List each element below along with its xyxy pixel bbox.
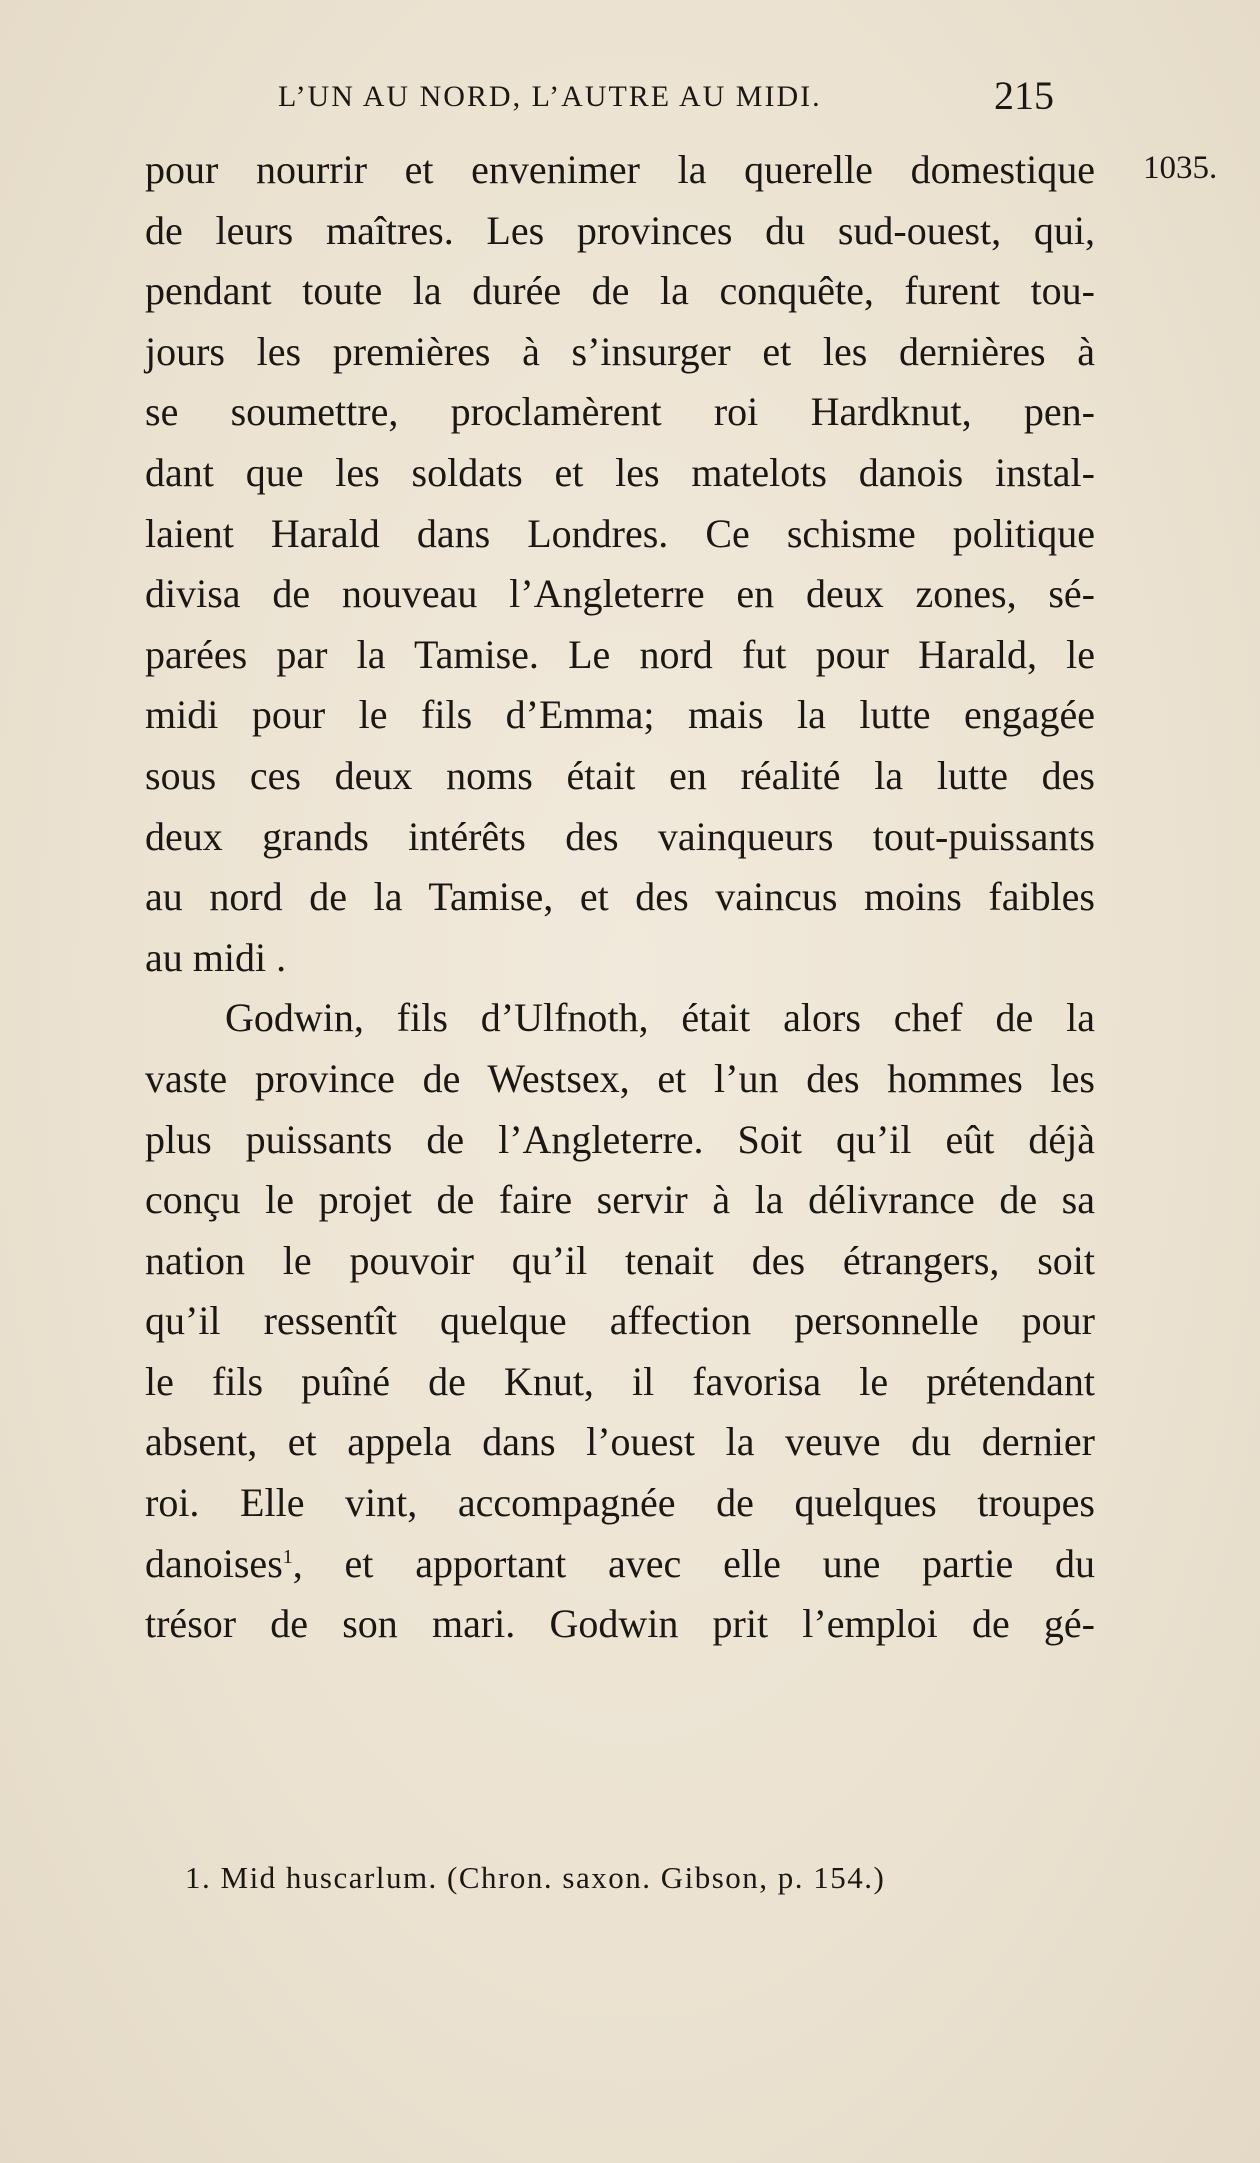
text-line: jours les premières à s’insurger et les dernières à bbox=[145, 328, 1095, 374]
text-line: absent, et appela dans l’ouest la veuve du dernier bbox=[145, 1419, 1095, 1465]
text-line: parées par la Tamise. Le nord fut pour Harald, le bbox=[145, 631, 1095, 677]
text-line: pendant toute la durée de la conquête, furent tou- bbox=[145, 268, 1095, 314]
text-line: qu’il ressentît quelque affection personnelle pour bbox=[145, 1298, 1095, 1344]
text-line: roi. Elle vint, accompagnée de quelques troupes bbox=[145, 1480, 1095, 1526]
running-title: L’UN AU NORD, L’AUTRE AU MIDI. bbox=[278, 80, 822, 113]
text-fragment: danoises bbox=[145, 1540, 283, 1586]
text-line: midi pour le fils d’Emma; mais la lutte engagée bbox=[145, 692, 1095, 738]
text-line: le fils puîné de Knut, il favorisa le prétendant bbox=[145, 1358, 1095, 1404]
text-line: plus puissants de l’Angleterre. Soit qu’il eût déjà bbox=[145, 1116, 1095, 1162]
margin-year-note: 1035. bbox=[1143, 150, 1218, 186]
text-line: trésor de son mari. Godwin prit l’emploi de gé- bbox=[145, 1601, 1095, 1647]
text-line: laient Harald dans Londres. Ce schisme politique bbox=[145, 510, 1095, 556]
text-line: vaste province de Westsex, et l’un des hommes les bbox=[145, 1055, 1095, 1101]
text-line: Godwin, fils d’Ulfnoth, était alors chef de la bbox=[225, 995, 1095, 1041]
text-line: deux grands intérêts des vainqueurs tout-puissants bbox=[145, 813, 1095, 859]
text-line: conçu le projet de faire servir à la délivrance de sa bbox=[145, 1177, 1095, 1223]
text-line: au midi . bbox=[145, 934, 287, 980]
text-line-with-note bbox=[145, 1534, 1095, 1595]
text-line: pour nourrir et envenimer la querelle domestique bbox=[145, 147, 1095, 192]
text-fragment: , et apportant avec elle une partie du bbox=[292, 1540, 1095, 1586]
running-head bbox=[278, 72, 1138, 132]
footnote: 1. Mid huscarlum. (Chron. saxon. Gibson, p. 154.) bbox=[185, 1860, 886, 1895]
footnote-marker: 1 bbox=[282, 1545, 293, 1568]
text-line: dant que les soldats et les matelots danois instal- bbox=[145, 449, 1095, 495]
text-line: de leurs maîtres. Les provinces du sud-ouest, qui, bbox=[145, 207, 1095, 253]
text-line: se soumettre, proclamèrent roi Hardknut, pen- bbox=[145, 389, 1095, 435]
text-line: sous ces deux noms était en réalité la lutte des bbox=[145, 752, 1095, 798]
text-line: divisa de nouveau l’Angleterre en deux zones, sé- bbox=[145, 571, 1095, 617]
text-line: nation le pouvoir qu’il tenait des étrangers, soit bbox=[145, 1237, 1095, 1283]
body-text bbox=[145, 140, 1095, 1655]
text-line: au nord de la Tamise, et des vaincus moins faibles bbox=[145, 874, 1095, 920]
page-number: 215 bbox=[994, 73, 1054, 118]
